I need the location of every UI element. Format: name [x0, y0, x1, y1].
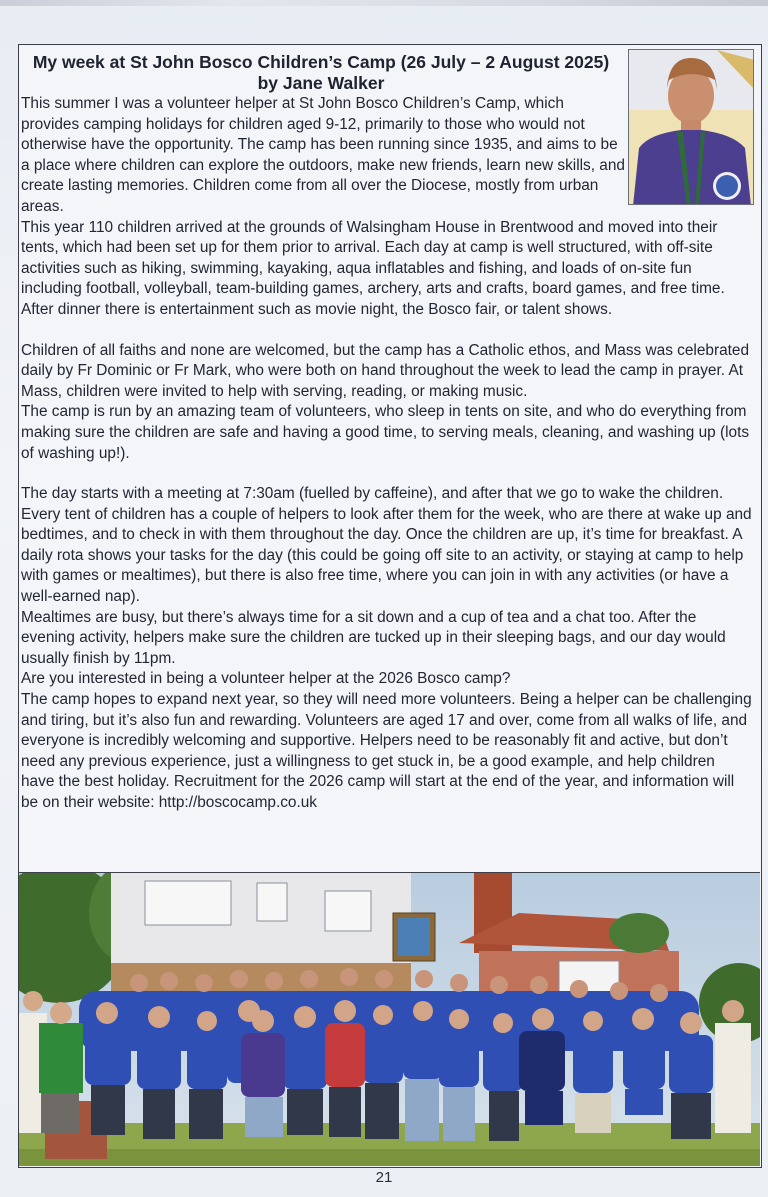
- paragraph-question: Are you interested in being a volunteer helper at the 2026 Bosco camp?: [21, 670, 511, 688]
- group-photo: [19, 873, 760, 1166]
- article-byline: by Jane Walker: [257, 73, 385, 93]
- paragraph-mealtimes: Mealtimes are busy, but there’s always time for a sit down and a cup of tea and a chat too. After the evening activity, helpers make sure the children are tucked up in their sleeping bags, and our day would usually finish by 11pm.: [21, 608, 726, 667]
- portrait-photo: [628, 49, 754, 205]
- paragraph-volunteers: The camp is run by an amazing team of volunteers, who sleep in tents on site, and who do everything from making sure the children are safe and having a good time, to serving meals, cleaning, and washing up (lots of washing up!).: [21, 403, 750, 462]
- article-frame: [18, 44, 762, 1168]
- portrait-photo-icon: [629, 50, 754, 205]
- top-edge: [0, 0, 768, 6]
- paragraph-recruitment: The camp hopes to expand next year, so they will need more volunteers. Being a helper can be challenging and tiring, but it’s also fun and rewarding. Volunteers are aged 17 and over, come from all walks of life, and everyone is incredibly welcoming and supportive. Helpers need to be reasonably fit and active, but don’t need any previous experience, just a willingness to get stuck in, be a good example, and help children have the best holiday. Recruitment for the 2026 camp will start at the end of the year, and information will be on their website: http://boscocamp.co.uk: [21, 691, 752, 811]
- paragraph-arrival: This year 110 children arrived at the grounds of Walsingham House in Brentwood and moved into their tents, which had been set up for them prior to arrival. Each day at camp is well structured, with off-site activities such as hiking, swimming, kayaking, aqua inflatables and fishing, and loads of on-site fun including football, volleyball, team-building games, archery, arts and crafts, board games, and free time. After dinner there is entertainment such as movie night, the Bosco fair, or talent shows.: [21, 218, 725, 318]
- group-photo-icon: [19, 873, 760, 1166]
- article-title: My week at St John Bosco Children’s Camp (26 July – 2 August 2025): [32, 52, 610, 72]
- article-body: [19, 45, 760, 873]
- paragraph-intro: This summer I was a volunteer helper at St John Bosco Children’s Camp, which provides camping holidays for children aged 9-12, primarily to those who would not otherwise have the opportunity. The camp has been running since 1935, and aims to be a place where children can explore the outdoors, make new friends, learn new skills, and create lasting memories. Children come from all over the Diocese, mostly from urban areas.: [21, 95, 625, 215]
- paragraph-daily-routine: The day starts with a meeting at 7:30am (fuelled by caffeine), and after that we go to wake the children. Every tent of children has a couple of helpers to look after them for the week, who are there at wake up and bedtimes, and to check in with them throughout the day. Once the children are up, it’s time for breakfast. A daily rota shows your tasks for the day (this could be going off site to an activity, or staying at camp to help with games or mealtimes), but there is also free time, where you can join in with any activities (or have a well-earned nap).: [21, 485, 752, 606]
- page-number: 21: [375, 1169, 393, 1186]
- paragraph-faith: Children of all faiths and none are welcomed, but the camp has a Catholic ethos, and Mass was celebrated daily by Fr Dominic or Fr Mark, who were both on hand throughout the week to lead the camp in prayer. At Mass, children were invited to help with serving, reading, or making music.: [21, 341, 750, 400]
